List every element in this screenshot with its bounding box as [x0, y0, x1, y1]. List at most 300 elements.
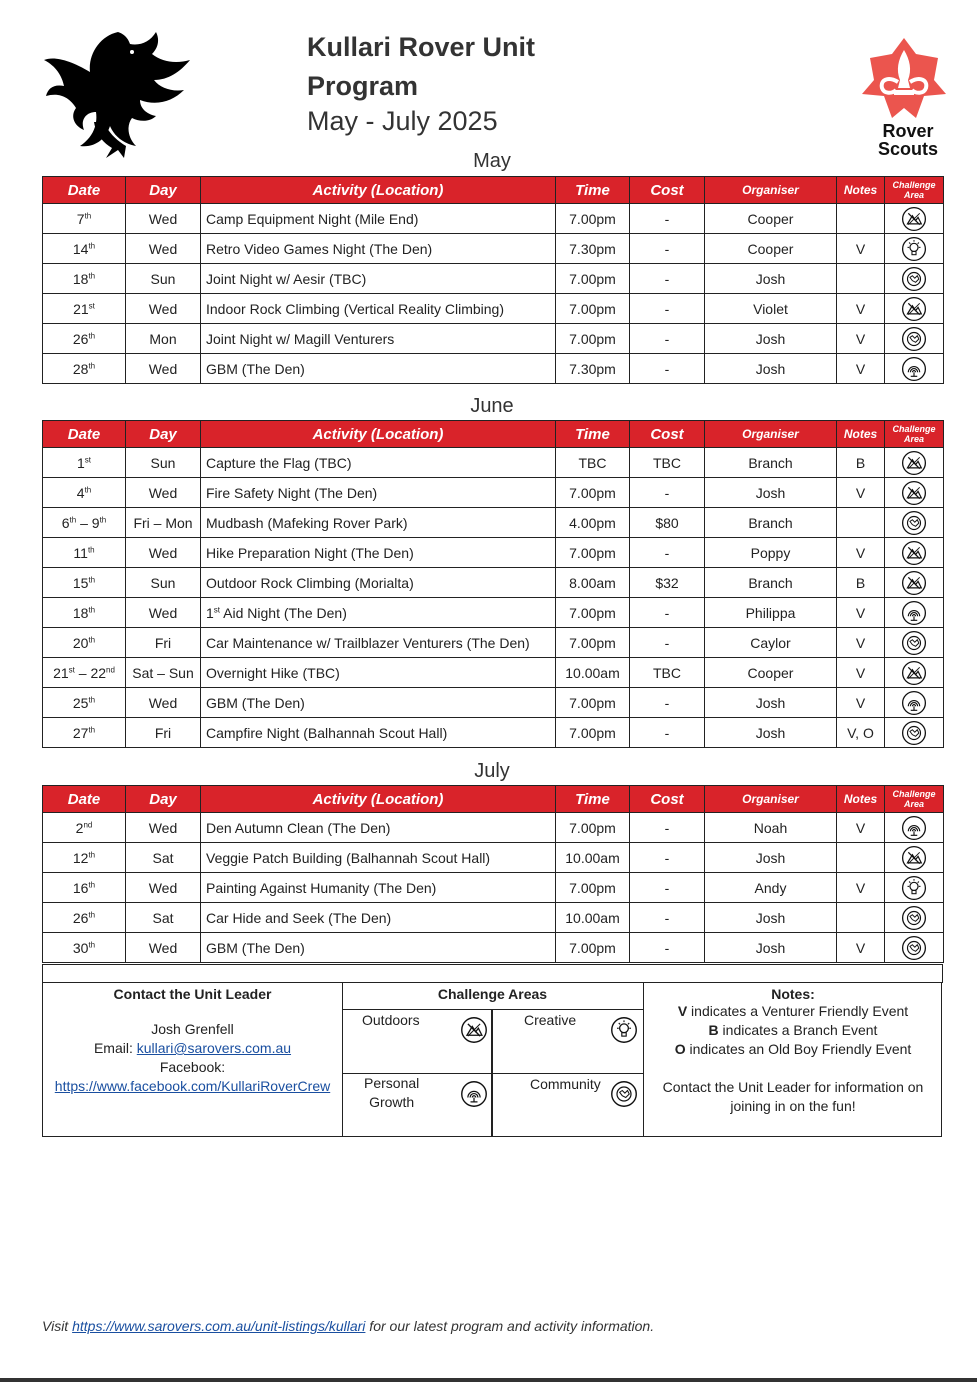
activity-cell — [201, 234, 556, 264]
cost-cell: - — [630, 264, 705, 294]
challenge-area-cell — [885, 264, 944, 294]
date-cell — [43, 568, 126, 598]
activity-text: Capture the Flag (TBC) — [206, 454, 352, 471]
activity-text: Joint Night w/ Magill Venturers — [206, 330, 395, 347]
date-header: Date — [43, 177, 126, 204]
date-suffix: th — [88, 849, 96, 859]
day-cell: Sun — [126, 568, 201, 598]
cost-cell: $32 — [630, 568, 705, 598]
community-icon — [901, 326, 927, 352]
cost-cell: - — [630, 873, 705, 903]
activity-cell — [201, 568, 556, 598]
date-day-number: 18 — [72, 270, 89, 287]
cost-cell: - — [630, 354, 705, 384]
program-table-june — [42, 420, 944, 748]
legend-creative-label: Creative — [524, 1012, 577, 1028]
organiser-header: Organiser — [705, 786, 837, 813]
date-suffix: th — [88, 604, 96, 614]
date-cell — [43, 538, 126, 568]
cost-cell: $80 — [630, 508, 705, 538]
legend-personal-label-1: Personal — [364, 1075, 420, 1091]
notes-header: Notes — [837, 421, 885, 448]
day-cell: Sun — [126, 264, 201, 294]
date-cell — [43, 324, 126, 354]
date-suffix: th — [88, 909, 96, 919]
activity-text: Outdoor Rock Climbing (Morialta) — [206, 574, 414, 591]
notes-cell: V, O — [837, 718, 885, 748]
community-icon — [901, 266, 927, 292]
challenge-areas-heading: Challenge Areas — [342, 983, 643, 1010]
day-cell: Wed — [126, 933, 201, 963]
rover-logo-text-1: Rover — [882, 121, 934, 141]
date-day-number: 4 — [76, 484, 85, 501]
challenge-area-cell — [885, 658, 944, 688]
date-cell — [43, 933, 126, 963]
organiser-header: Organiser — [705, 177, 837, 204]
creative-icon — [901, 875, 927, 901]
day-cell: Wed — [126, 538, 201, 568]
day-cell: Fri — [126, 718, 201, 748]
challenge-area-cell — [885, 568, 944, 598]
title-line-2: Program — [307, 71, 419, 101]
outdoors-icon — [901, 845, 927, 871]
time-cell: 10.00am — [556, 658, 630, 688]
activity-text: Camp Equipment Night (Mile End) — [206, 210, 419, 227]
community-icon — [901, 630, 927, 656]
note-b-text: indicates a Branch Event — [718, 1022, 878, 1038]
date-cell — [43, 354, 126, 384]
table-row — [43, 538, 944, 568]
organiser-header: Organiser — [705, 421, 837, 448]
community-icon — [901, 905, 927, 931]
cost-header: Cost — [630, 177, 705, 204]
activity-text: Mudbash (Mafeking Rover Park) — [206, 514, 408, 531]
table-header-row — [43, 421, 944, 448]
date-suffix: th — [88, 939, 96, 949]
activity-cell — [201, 873, 556, 903]
date-day-number: 27 — [72, 724, 89, 741]
activity-text: Car Hide and Seek (The Den) — [206, 909, 392, 926]
activity-text: Joint Night w/ Aesir (TBC) — [206, 270, 367, 287]
time-header: Time — [556, 421, 630, 448]
program-table-may — [42, 176, 944, 384]
challenge-areas-section — [342, 983, 644, 1136]
activity-text: GBM (The Den) — [206, 694, 305, 711]
cost-cell: - — [630, 598, 705, 628]
date-day-number: 15 — [72, 574, 89, 591]
info-box — [42, 982, 942, 1137]
organiser-cell: Poppy — [705, 538, 837, 568]
notes-cell: V — [837, 354, 885, 384]
legend-community-label: Community — [530, 1076, 601, 1092]
challenge-header-line-1: Challenge — [892, 789, 936, 799]
date-day-number: 6 — [61, 514, 70, 531]
personal-icon — [901, 356, 927, 382]
organiser-cell: Josh — [705, 478, 837, 508]
cost-cell: TBC — [630, 658, 705, 688]
table-row — [43, 478, 944, 508]
challenge-header-line-2: Area — [903, 799, 924, 809]
month-heading-july: July — [474, 760, 510, 782]
day-cell: Wed — [126, 204, 201, 234]
table-row — [43, 628, 944, 658]
time-cell: 7.00pm — [556, 628, 630, 658]
date-suffix: st — [84, 454, 92, 464]
activity-text: Car Maintenance w/ Trailblazer Venturers (The Den) — [206, 634, 530, 651]
activity-cell — [201, 508, 556, 538]
day-header: Day — [126, 177, 201, 204]
day-cell: Wed — [126, 688, 201, 718]
table-header-row — [43, 177, 944, 204]
activity-text: Veggie Patch Building (Balhannah Scout Hall) — [206, 849, 491, 866]
creative-icon — [901, 236, 927, 262]
date-suffix: th — [84, 210, 92, 220]
date-day-number: 11 — [73, 544, 88, 561]
date-end-number: – 22 — [74, 664, 107, 681]
notes-cell: V — [837, 538, 885, 568]
date-suffix: th — [88, 574, 96, 584]
notes-cell: V — [837, 324, 885, 354]
date-day-number: 18 — [72, 604, 89, 621]
date-end-suffix: nd — [106, 664, 115, 674]
legend-outdoors-label: Outdoors — [362, 1012, 420, 1028]
date-cell — [43, 294, 126, 324]
outdoors-icon — [901, 450, 927, 476]
time-cell: TBC — [556, 448, 630, 478]
time-cell: 7.00pm — [556, 873, 630, 903]
legend-personal-growth — [342, 1074, 493, 1137]
notes-cell: V — [837, 628, 885, 658]
challenge-area-cell — [885, 508, 944, 538]
day-cell: Sat – Sun — [126, 658, 201, 688]
date-day-number: 12 — [72, 849, 89, 866]
organiser-cell: Cooper — [705, 234, 837, 264]
notes-header: Notes — [837, 786, 885, 813]
date-suffix: th — [88, 879, 96, 889]
creative-icon — [610, 1016, 638, 1044]
challenge-header-line-2: Area — [903, 190, 924, 200]
challenge-area-cell — [885, 294, 944, 324]
notes-cell — [837, 843, 885, 873]
table-row — [43, 903, 944, 933]
activity-text: Aid Night (The Den) — [220, 604, 347, 621]
date-cell — [43, 508, 126, 538]
notes-cell: V — [837, 658, 885, 688]
date-cell — [43, 903, 126, 933]
table-spacer — [42, 964, 943, 983]
date-suffix: st — [68, 664, 75, 674]
table-row — [43, 204, 944, 234]
activity-header: Activity (Location) — [201, 421, 556, 448]
time-cell: 7.00pm — [556, 933, 630, 963]
date-cell — [43, 873, 126, 903]
month-heading-may: May — [473, 150, 511, 172]
cost-cell: - — [630, 538, 705, 568]
activity-cell — [201, 598, 556, 628]
notes-cell — [837, 204, 885, 234]
activity-prefix: 1 — [206, 604, 214, 621]
challenge-area-cell — [885, 843, 944, 873]
activity-cell — [201, 448, 556, 478]
notes-cell — [837, 508, 885, 538]
notes-cell: V — [837, 478, 885, 508]
table-row — [43, 658, 944, 688]
table-row — [43, 688, 944, 718]
activity-text: Indoor Rock Climbing (Vertical Reality Climbing) — [206, 300, 504, 317]
date-day-number: 26 — [72, 330, 89, 347]
time-cell: 7.30pm — [556, 234, 630, 264]
cost-header: Cost — [630, 786, 705, 813]
challenge-area-cell — [885, 478, 944, 508]
notes-cell — [837, 903, 885, 933]
table-row — [43, 354, 944, 384]
activity-prefix-suffix: st — [213, 604, 221, 614]
table-header-row — [43, 786, 944, 813]
legend-personal-label-2: Growth — [369, 1094, 415, 1110]
document-subtitle: May - July 2025 — [307, 106, 498, 136]
challenge-area-cell — [885, 688, 944, 718]
time-cell: 8.00am — [556, 568, 630, 598]
unit-listing-link[interactable]: https://www.sarovers.com.au/unit-listings/kullari — [72, 1318, 366, 1334]
notes-heading: Notes: — [771, 986, 815, 1002]
organiser-cell: Josh — [705, 843, 837, 873]
email-label: Email: — [93, 1040, 137, 1056]
legend-community — [492, 1074, 642, 1137]
table-row — [43, 508, 944, 538]
organiser-cell: Andy — [705, 873, 837, 903]
date-day-number: 16 — [72, 879, 89, 896]
date-day-number: 25 — [72, 694, 89, 711]
organiser-cell: Violet — [705, 294, 837, 324]
time-cell: 7.00pm — [556, 813, 630, 843]
outdoors-icon — [901, 570, 927, 596]
facebook-label: Facebook: — [159, 1059, 226, 1075]
activity-text: GBM (The Den) — [206, 939, 305, 956]
contact-heading: Contact the Unit Leader — [113, 986, 272, 1002]
time-cell: 10.00am — [556, 903, 630, 933]
date-suffix: th — [84, 484, 92, 494]
legend-creative — [492, 1010, 642, 1073]
date-end-number: – 9 — [76, 514, 100, 531]
date-day-number: 21 — [73, 300, 89, 317]
facebook-link[interactable]: https://www.facebook.com/KullariRoverCrew — [54, 1078, 331, 1094]
day-cell: Mon — [126, 324, 201, 354]
organiser-cell: Josh — [705, 688, 837, 718]
time-header: Time — [556, 786, 630, 813]
activity-cell — [201, 718, 556, 748]
cost-cell: - — [630, 813, 705, 843]
organiser-cell: Josh — [705, 933, 837, 963]
organiser-cell: Philippa — [705, 598, 837, 628]
fleur-de-lis-icon — [858, 36, 950, 126]
time-cell: 7.00pm — [556, 718, 630, 748]
date-cell — [43, 813, 126, 843]
date-end-suffix: th — [99, 514, 107, 524]
outdoors-icon — [901, 480, 927, 506]
notes-cell: V — [837, 598, 885, 628]
date-cell — [43, 204, 126, 234]
table-row — [43, 294, 944, 324]
visit-prefix: Visit — [42, 1318, 73, 1334]
cost-cell: - — [630, 903, 705, 933]
cost-cell: - — [630, 478, 705, 508]
outdoors-icon — [901, 206, 927, 232]
notes-cell: V — [837, 873, 885, 903]
challenge-area-cell — [885, 324, 944, 354]
cost-cell: - — [630, 628, 705, 658]
date-cell — [43, 628, 126, 658]
note-b-code: B — [708, 1022, 719, 1038]
organiser-cell: Branch — [705, 448, 837, 478]
community-icon — [610, 1080, 638, 1108]
challenge-area-header — [885, 177, 944, 204]
visit-suffix: for our latest program and activity information. — [365, 1318, 655, 1334]
challenge-area-cell — [885, 204, 944, 234]
day-cell: Wed — [126, 873, 201, 903]
day-cell: Sat — [126, 843, 201, 873]
activity-cell — [201, 658, 556, 688]
organiser-cell: Cooper — [705, 204, 837, 234]
table-row — [43, 873, 944, 903]
activity-text: GBM (The Den) — [206, 360, 305, 377]
day-cell: Wed — [126, 234, 201, 264]
date-day-number: 7 — [76, 210, 85, 227]
time-cell: 7.00pm — [556, 324, 630, 354]
cost-cell: - — [630, 324, 705, 354]
organiser-cell: Josh — [705, 324, 837, 354]
organiser-cell: Josh — [705, 718, 837, 748]
time-cell: 7.00pm — [556, 294, 630, 324]
date-suffix: th — [88, 240, 96, 250]
challenge-area-cell — [885, 813, 944, 843]
date-suffix: th — [88, 634, 96, 644]
notes-header: Notes — [837, 177, 885, 204]
date-suffix: th — [69, 514, 77, 524]
outdoors-icon — [460, 1016, 488, 1044]
title-line-1: Kullari Rover Unit — [307, 32, 536, 62]
day-cell: Sun — [126, 448, 201, 478]
table-row — [43, 324, 944, 354]
day-cell: Wed — [126, 354, 201, 384]
personal-icon — [901, 600, 927, 626]
activity-cell — [201, 478, 556, 508]
date-cell — [43, 658, 126, 688]
challenge-area-cell — [885, 933, 944, 963]
note-o-code: O — [674, 1041, 686, 1057]
organiser-cell: Josh — [705, 264, 837, 294]
rover-logo-text-2: Scouts — [877, 139, 938, 159]
activity-text: Den Autumn Clean (The Den) — [206, 819, 391, 836]
document-title — [307, 28, 535, 106]
personal-icon — [901, 690, 927, 716]
challenge-area-cell — [885, 598, 944, 628]
day-cell: Sat — [126, 903, 201, 933]
time-cell: 7.00pm — [556, 538, 630, 568]
table-row — [43, 448, 944, 478]
note-o-text: indicates an Old Boy Friendly Event — [685, 1041, 912, 1057]
time-cell: 10.00am — [556, 843, 630, 873]
challenge-header-line-1: Challenge — [892, 180, 936, 190]
day-header: Day — [126, 786, 201, 813]
contact-name: Josh Grenfell — [151, 1021, 234, 1037]
contact-email-line — [43, 1039, 342, 1058]
month-heading-june: June — [470, 395, 514, 417]
community-icon — [901, 720, 927, 746]
community-icon — [901, 935, 927, 961]
organiser-cell: Branch — [705, 508, 837, 538]
date-suffix: st — [88, 300, 95, 310]
cost-cell: - — [630, 294, 705, 324]
cost-header: Cost — [630, 421, 705, 448]
notes-cell: V — [837, 294, 885, 324]
cost-cell: - — [630, 843, 705, 873]
table-row — [43, 933, 944, 963]
dragon-logo — [40, 26, 198, 162]
date-suffix: nd — [83, 819, 93, 829]
table-row — [43, 568, 944, 598]
activity-cell — [201, 264, 556, 294]
challenge-area-cell — [885, 628, 944, 658]
personal-icon — [901, 815, 927, 841]
day-cell: Wed — [126, 294, 201, 324]
notes-cell: B — [837, 568, 885, 598]
time-cell: 4.00pm — [556, 508, 630, 538]
note-o — [643, 1040, 943, 1059]
activity-cell — [201, 324, 556, 354]
day-cell: Wed — [126, 598, 201, 628]
notes-cell: V — [837, 688, 885, 718]
table-row — [43, 598, 944, 628]
activity-text: Painting Against Humanity (The Den) — [206, 879, 437, 896]
date-suffix: th — [88, 724, 96, 734]
date-cell — [43, 718, 126, 748]
notes-cell: V — [837, 933, 885, 963]
challenge-area-cell — [885, 448, 944, 478]
cost-cell: TBC — [630, 448, 705, 478]
footer-visit-line — [42, 1318, 654, 1334]
email-link[interactable]: kullari@sarovers.com.au — [136, 1040, 292, 1056]
note-b — [643, 1021, 943, 1040]
date-suffix: th — [87, 544, 95, 554]
note-v — [643, 1002, 943, 1021]
day-cell: Fri – Mon — [126, 508, 201, 538]
activity-cell — [201, 294, 556, 324]
challenge-area-cell — [885, 538, 944, 568]
activity-cell — [201, 933, 556, 963]
activity-text: Fire Safety Night (The Den) — [206, 484, 378, 501]
activity-cell — [201, 354, 556, 384]
table-row — [43, 813, 944, 843]
date-suffix: th — [88, 694, 96, 704]
activity-cell — [201, 688, 556, 718]
challenge-area-cell — [885, 718, 944, 748]
activity-cell — [201, 204, 556, 234]
organiser-cell: Noah — [705, 813, 837, 843]
date-suffix: th — [88, 270, 96, 280]
organiser-cell: Branch — [705, 568, 837, 598]
rover-scouts-logo — [858, 36, 950, 161]
challenge-area-header — [885, 421, 944, 448]
table-row — [43, 843, 944, 873]
cost-cell: - — [630, 688, 705, 718]
date-day-number: 14 — [72, 240, 89, 257]
table-row — [43, 718, 944, 748]
community-icon — [901, 510, 927, 536]
activity-header: Activity (Location) — [201, 177, 556, 204]
challenge-header-line-1: Challenge — [892, 424, 936, 434]
date-cell — [43, 478, 126, 508]
legend-outdoors — [342, 1010, 493, 1073]
